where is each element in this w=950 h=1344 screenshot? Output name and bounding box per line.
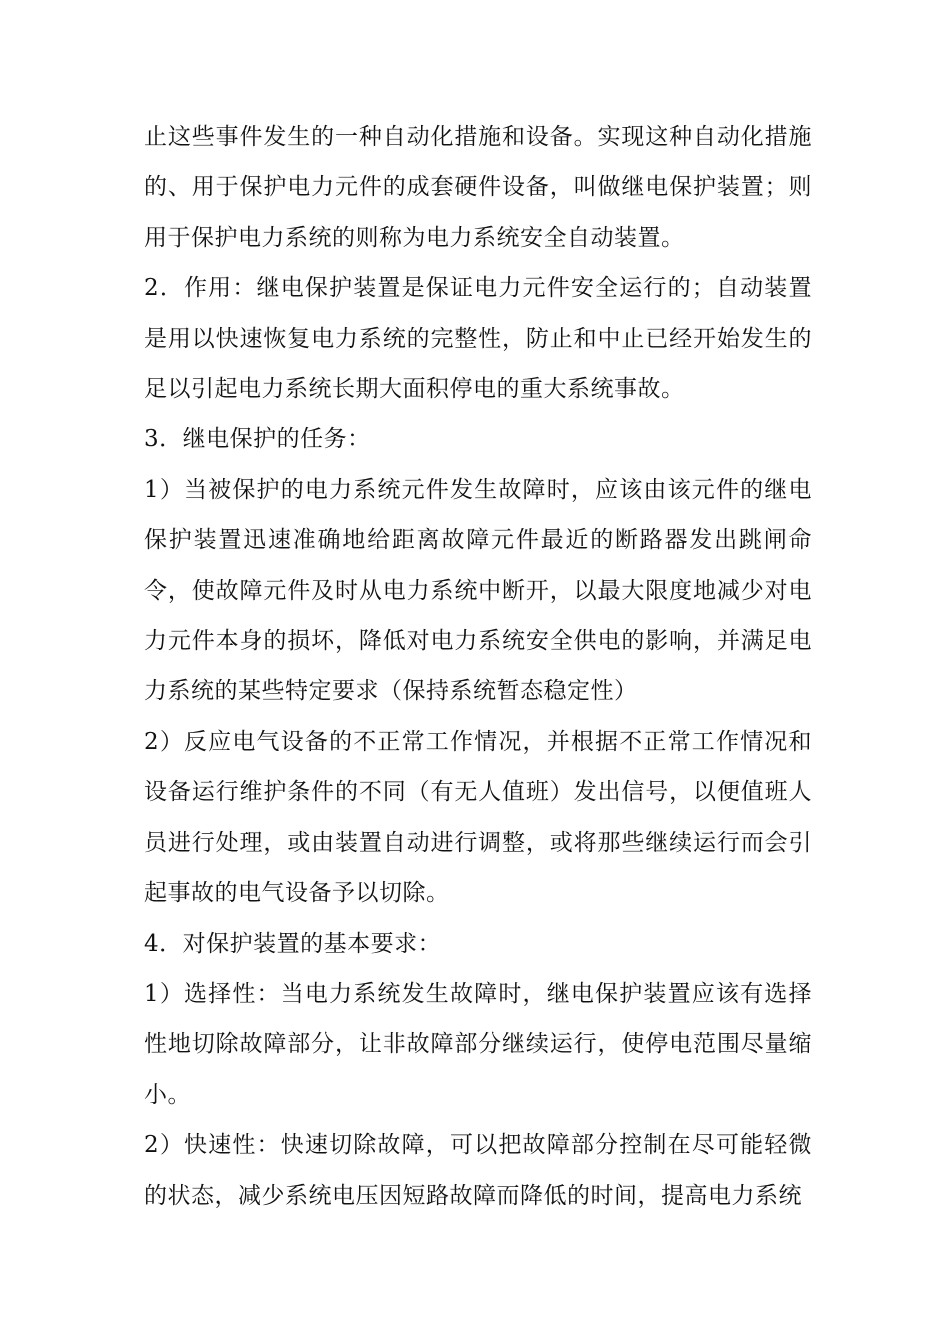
paragraph-definition: 止这些事件发生的一种自动化措施和设备。实现这种自动化措施的、用于保护电力元件的成套硬件设备，叫做继电保护装置；则用于保护电力系统的则称为电力系统安全自动装置。 <box>144 124 812 251</box>
paragraph-task-1: 1）当被保护的电力系统元件发生故障时，应该由该元件的继电保护装置迅速准确地给距离故障元件最近的断路器发出跳闸命令，使故障元件及时从电力系统中断开，以最大限度地减少对电力元件本身的损坏，降低对电力系统安全供电的影响，并满足电力系统的某些特定要求（保持系统暂态稳定性） <box>144 476 812 705</box>
heading-requirements: 4．对保护装置的基本要求： <box>144 930 442 957</box>
paragraph-task-2: 2）反应电气设备的不正常工作情况，并根据不正常工作情况和设备运行维护条件的不同（有无人值班）发出信号，以便值班人员进行处理，或由装置自动进行调整，或将那些继续运行而会引起事故的电气设备予以切除。 <box>144 728 812 907</box>
paragraph-selectivity: 1）选择性：当电力系统发生故障时，继电保护装置应该有选择性地切除故障部分，让非故障部分继续运行，使停电范围尽量缩小。 <box>144 980 812 1108</box>
document-body <box>144 112 812 1221</box>
paragraph-speed: 2）快速性：快速切除故障，可以把故障部分控制在尽可能轻微的状态，减少系统电压因短路故障而降低的时间，提高电力系统 <box>144 1132 812 1209</box>
heading-tasks: 3．继电保护的任务： <box>144 426 371 453</box>
paragraph-function: 2．作用：继电保护装置是保证电力元件安全运行的；自动装置是用以快速恢复电力系统的完整性，防止和中止已经开始发生的足以引起电力系统长期大面积停电的重大系统事故。 <box>144 275 812 403</box>
